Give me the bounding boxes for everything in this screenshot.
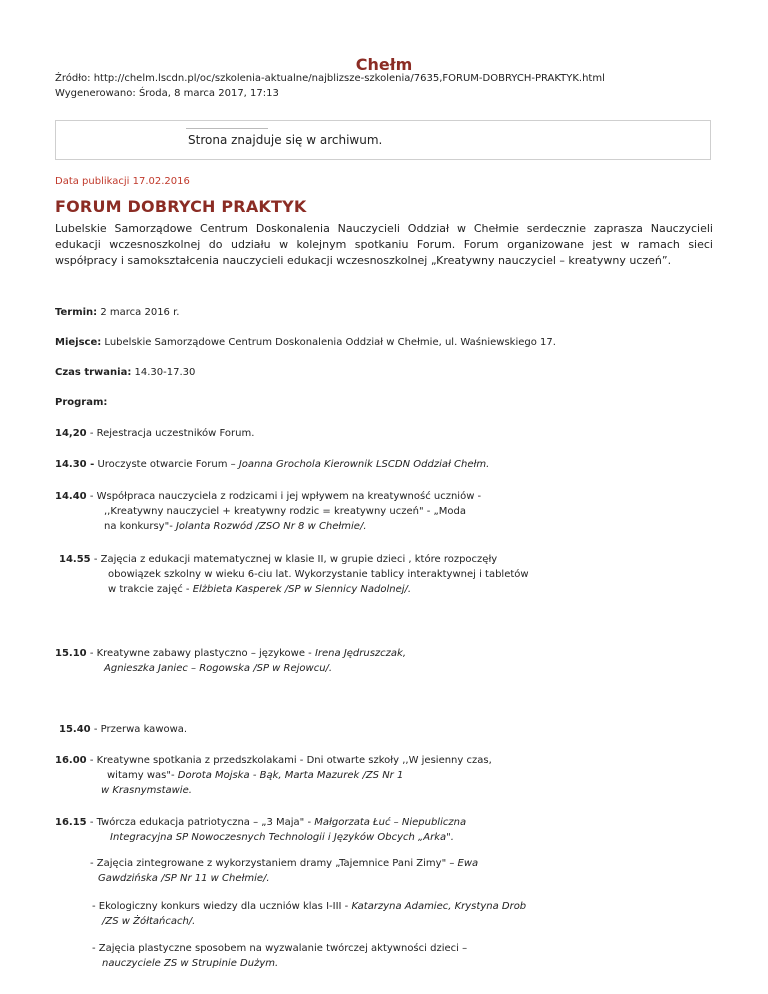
program-item xyxy=(59,552,497,567)
archive-divider xyxy=(186,128,268,129)
item-time: 14.30 - xyxy=(55,459,95,470)
item-text: - Zajęcia zintegrowane z wykorzystaniem dramy „Tajemnice Pani Zimy" – xyxy=(90,858,458,869)
item-text-cont xyxy=(108,582,411,597)
item-speaker: Dorota Mojska - Bąk, Marta Mazurek /ZS Nr 1 xyxy=(177,770,404,781)
program-item: - Zajęcia plastyczne sposobem na wyzwalanie twórczej aktywności dzieci – xyxy=(92,943,468,954)
item-speaker-cont: Gawdzińska /SP Nr 11 w Chełmie/. xyxy=(98,873,270,884)
program-item xyxy=(55,815,466,830)
item-text-cont: ,,Kreatywny nauczyciel + kreatywny rodzic = kreatywny uczeń" - „Moda xyxy=(104,506,466,517)
item-text: - Ekologiczny konkurs wiedzy dla uczniów klas I-III - xyxy=(92,901,352,912)
termin-line xyxy=(55,305,179,320)
item-text: - Zajęcia z edukacji matematycznej w klasie II, w grupie dzieci , które rozpoczęły xyxy=(90,554,498,565)
site-title: Chełm xyxy=(355,55,413,74)
item-text: - Kreatywne zabawy plastyczno – językowe - xyxy=(86,648,315,659)
item-text-cont xyxy=(104,519,367,534)
item-text: Uroczyste otwarcie Forum – xyxy=(94,459,239,470)
generated-timestamp: Wygenerowano: Środa, 8 marca 2017, 17:13 xyxy=(55,88,279,99)
page-heading: FORUM DOBRYCH PRAKTYK xyxy=(55,197,307,216)
czas-value: 14.30-17.30 xyxy=(131,367,196,378)
source-url: Źródło: http://chelm.lscdn.pl/oc/szkolenia-aktualne/najblizsze-szkolenia/7635,FORUM-DOBRYCH-PRAKTYK.html xyxy=(55,73,605,84)
czas-line xyxy=(55,365,195,380)
item-text: - Przerwa kawowa. xyxy=(90,724,188,735)
item-text-cont: obowiązek szkolny w wieku 6-ciu lat. Wykorzystanie tablicy interaktywnej i tabletów xyxy=(108,569,529,580)
item-time: 14.55 xyxy=(59,554,91,565)
item-time: 14.40 xyxy=(55,491,87,502)
item-speaker-cont: nauczyciele ZS w Strupinie Dużym. xyxy=(102,958,279,969)
item-text: - Rejestracja uczestników Forum. xyxy=(86,428,255,439)
termin-label: Termin: xyxy=(55,307,98,318)
item-speaker: Małgorzata Łuć – Niepubliczna xyxy=(314,817,467,828)
item-text: - Twórcza edukacja patriotyczna – „3 Maja" - xyxy=(86,817,315,828)
item-text: w trakcie zajęć - xyxy=(108,584,193,595)
termin-value: 2 marca 2016 r. xyxy=(97,307,180,318)
item-time: 16.00 xyxy=(55,755,87,766)
program-label: Program: xyxy=(55,397,108,408)
item-text: - Współpraca nauczyciela z rodzicami i jej wpływem na kreatywność uczniów - xyxy=(86,491,482,502)
item-text: - Kreatywne spotkania z przedszkolakami - Dni otwarte szkoły ,,W jesienny czas, xyxy=(86,755,492,766)
program-item xyxy=(55,457,489,472)
item-speaker-cont: Agnieszka Janiec – Rogowska /SP w Rejowcu/. xyxy=(104,663,333,674)
item-speaker: Elżbieta Kasperek /SP w Siennicy Nadolnej/. xyxy=(192,584,412,595)
item-text: na konkursy"- xyxy=(104,521,176,532)
item-speaker: Jolanta Rozwód /ZSO Nr 8 w Chełmie/. xyxy=(175,521,367,532)
item-text-cont xyxy=(107,768,403,783)
item-text: witamy was"- xyxy=(107,770,178,781)
item-speaker: Irena Jędruszczak, xyxy=(314,648,407,659)
program-item xyxy=(92,899,526,914)
miejsce-label: Miejsce: xyxy=(55,337,102,348)
item-speaker: Ewa xyxy=(457,858,479,869)
czas-label: Czas trwania: xyxy=(55,367,132,378)
program-item xyxy=(55,426,254,441)
miejsce-value: Lubelskie Samorządowe Centrum Doskonalenia Oddział w Chełmie, ul. Waśniewskiego 17. xyxy=(101,337,556,348)
program-item xyxy=(55,753,492,768)
item-speaker: Joanna Grochola Kierownik LSCDN Oddział Chełm. xyxy=(238,459,490,470)
program-item xyxy=(59,722,187,737)
archive-notice: Strona znajduje się w archiwum. xyxy=(188,133,383,147)
item-time: 14,20 xyxy=(55,428,87,439)
publication-date: Data publikacji 17.02.2016 xyxy=(55,176,190,187)
item-speaker-cont: /ZS w Żółtańcach/. xyxy=(102,916,196,927)
item-time: 16.15 xyxy=(55,817,87,828)
item-speaker-cont: Integracyjna SP Nowoczesnych Technologii i Języków Obcych „Arka". xyxy=(110,832,454,843)
intro-paragraph: Lubelskie Samorządowe Centrum Doskonalenia Nauczycieli Oddział w Chełmie serdecznie zaprasza Nauczycieli edukacji wczesnoszkolnej do udziału w kolejnym spotkaniu Forum. Forum organizowane jest w ramach sieci współpracy i samokształcenia nauczycieli edukacji wczesnoszkolnej „Kreatywny nauczyciel – kreatywny uczeń”. xyxy=(55,222,713,267)
program-item xyxy=(55,646,406,661)
item-time: 15.40 xyxy=(59,724,91,735)
item-speaker-cont: w Krasnymstawie. xyxy=(101,785,192,796)
archive-notice-box xyxy=(55,120,711,160)
item-speaker: Katarzyna Adamiec, Krystyna Drob xyxy=(351,901,527,912)
miejsce-line xyxy=(55,335,556,350)
program-item xyxy=(55,489,481,504)
item-time: 15.10 xyxy=(55,648,87,659)
program-item xyxy=(90,856,478,871)
